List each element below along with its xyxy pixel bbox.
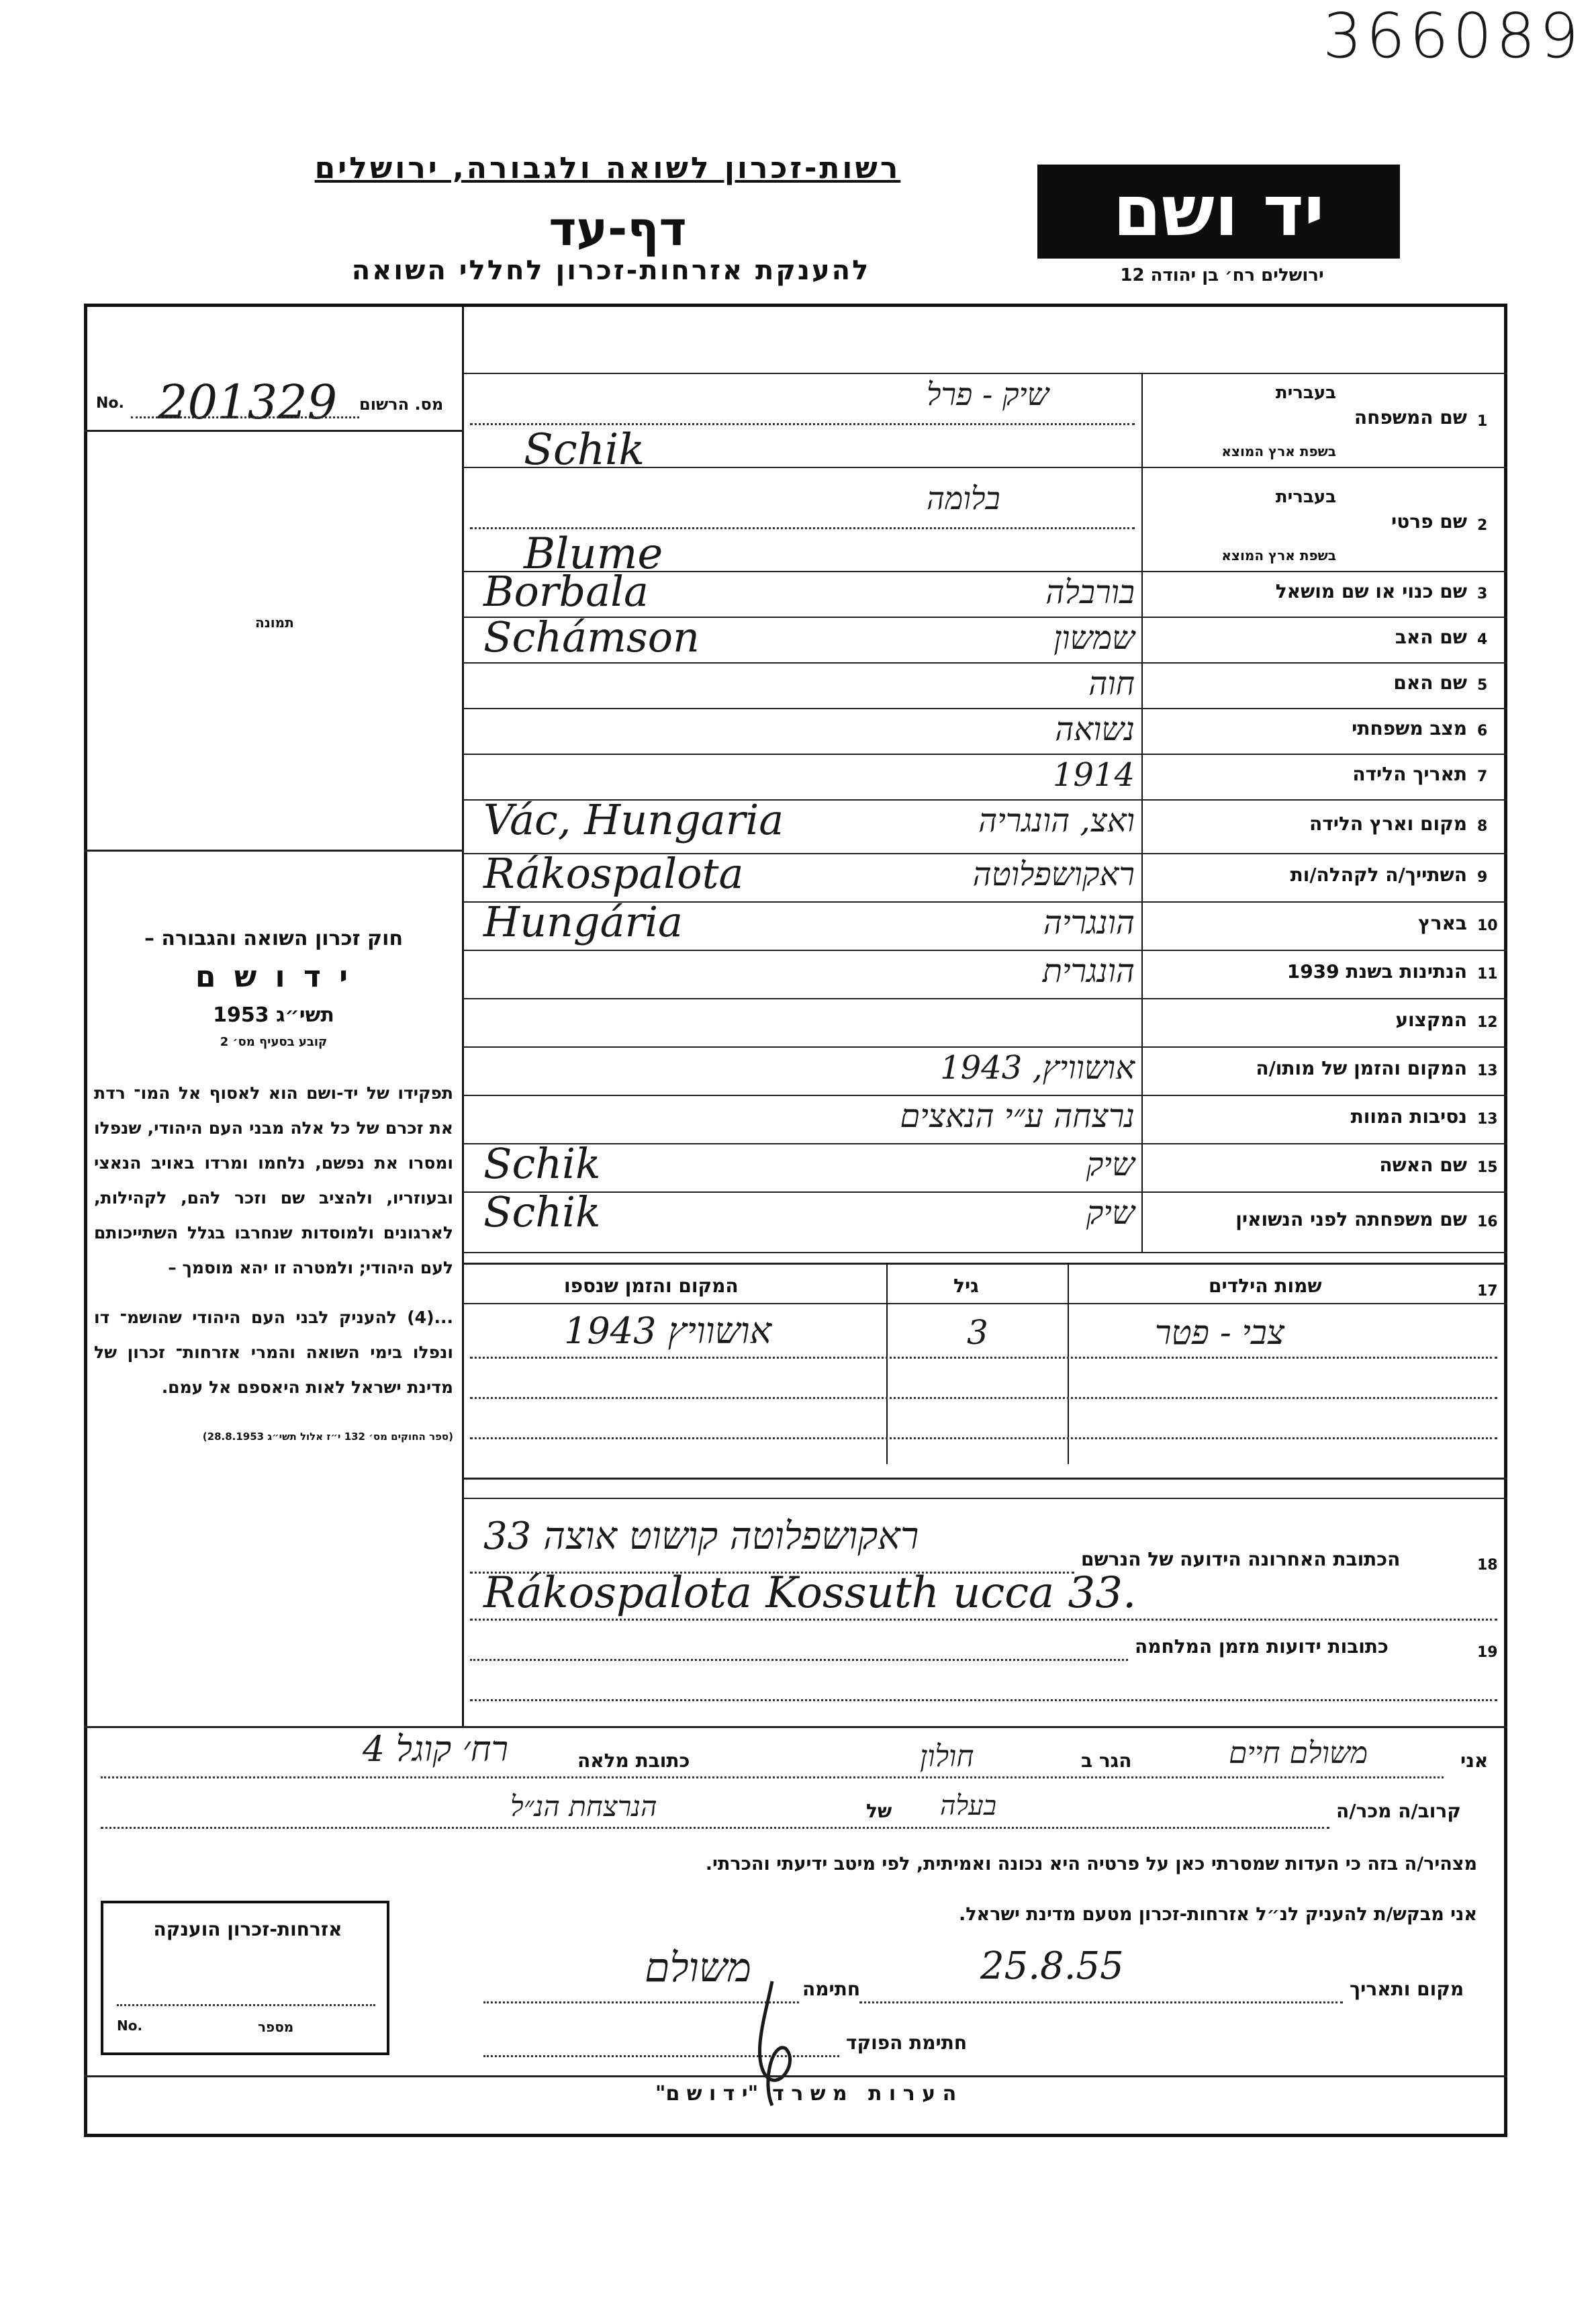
field-value-hebrew: שיק (1086, 1146, 1135, 1183)
children-header-top (463, 1263, 1507, 1265)
wartime-line-1 (470, 1659, 1128, 1661)
of-value: הנרצחת הנ״ל (510, 1790, 657, 1823)
field-value-hebrew: שמשון (1053, 619, 1135, 657)
wartime-line-2 (470, 1699, 1497, 1701)
children-col-divider-2 (1068, 1263, 1069, 1464)
field-value-hebrew: הונגריה (1043, 904, 1135, 942)
left-column-divider (462, 304, 464, 1727)
field-row-line (463, 1095, 1507, 1096)
photo-top-line (84, 430, 463, 432)
field-value-latin: Rákospalota (483, 849, 744, 898)
field-number: 6 (1477, 723, 1488, 739)
field-label: המקצוע (1395, 1009, 1467, 1031)
children-col-names: שמות הילדים (1209, 1275, 1322, 1297)
field-sub-origin: בשפת ארץ המוצא (1221, 443, 1336, 459)
field-number: 12 (1477, 1014, 1498, 1031)
field-value-latin: Borbala (483, 567, 649, 616)
field-value-hebrew: נרצחה ע״י הנאצים (900, 1097, 1135, 1135)
field-row-line (463, 754, 1507, 755)
child-name: צבי - פטר (1155, 1313, 1285, 1352)
field-value-hebrew: נשואה (1055, 711, 1135, 748)
registration-box (91, 376, 460, 430)
field-value-hebrew: שיק - פרל (927, 376, 1049, 412)
field-row-line (463, 1046, 1507, 1048)
children-col-place: המקום והזמן שנספו (564, 1275, 739, 1297)
field-value-latin: Blume (524, 529, 663, 579)
field-row-line (463, 662, 1507, 664)
officer-signature-label: חתימת הפוקד (846, 2032, 968, 2054)
field-row-line (463, 708, 1507, 709)
law-citation: (ספר החוקים מס׳ 132 י״ז אלול תשי״ג 28.8.1953) (202, 1431, 453, 1443)
field-number: 2 (1477, 517, 1488, 534)
field-row-line (463, 1143, 1507, 1144)
children-bottom (463, 1478, 1507, 1480)
field-value-hebrew: אושוויץ, 1943 (940, 1049, 1135, 1087)
registration-line (131, 416, 359, 418)
field-sub-hebrew: בעברית (1275, 487, 1336, 507)
label-column-divider (1141, 373, 1143, 1253)
declarant-line-2 (101, 1827, 1329, 1829)
relative-value: בעלה (940, 1791, 997, 1821)
logo-address: ירושלים רח׳ בן יהודה 12 (1120, 265, 1324, 285)
address-hebrew: ראקושפלוטה קושוט אוצה 33 (483, 1515, 919, 1558)
declarant-signature: משולם (645, 1944, 751, 1991)
declarant-resides-label: הגר ב (1081, 1750, 1132, 1772)
institution-name: רשות-זכרון לשואה ולגבורה, ירושלים (314, 151, 901, 185)
field-label: שם האב (1395, 626, 1467, 648)
date-line (859, 2001, 1343, 2003)
citizenship-no-label: No. (117, 2018, 143, 2034)
field-label: הנתינות בשנת 1939 (1286, 960, 1467, 983)
children-header-bottom (463, 1303, 1507, 1304)
logo-text: יד ושם (1113, 170, 1325, 252)
field-value-latin: Schik (483, 1139, 601, 1188)
law-text-2: ...(4) להעניק לבני העם היהודי שהושמ־ דו ונפלו בימי השואה והמרי אזרחות־ זכרון של מדינת ישראל לאות היאספם אל עמם. (94, 1308, 453, 1397)
field-label: שם האשה (1379, 1154, 1467, 1176)
law-text-1: תפקידו של יד-ושם הוא לאסוף אל המו־ רדת את זכרם של כל אלה מבני העם היהודי, שנפלו ומסרו את נפשם, נלחמו ומרדו באויב הנאצי ובעוזריו, ולהציב שם וזכר להם, לקהילות, לארגונים ולמוסדות שנחרבו בגלל השתייכותם לעם היהודי; ולמטרה זו יהא מוסמך – (94, 1083, 453, 1277)
declarant-name: משולם חיים (1229, 1736, 1368, 1770)
field-number: 4 (1477, 631, 1488, 648)
field-number: 13 (1477, 1063, 1498, 1079)
declarant-line-1 (101, 1776, 1444, 1778)
field-number: 9 (1477, 869, 1488, 886)
declarant-address: רח׳ קוגל 4 (363, 1729, 509, 1770)
footer-notes: ה ע ר ו ת מ ש ר ד "י ד ו ש ם" (655, 2082, 957, 2106)
field-number: 5 (1477, 677, 1488, 694)
field-value-hebrew: בלומה (927, 480, 1000, 516)
citizenship-number-label: מספר (258, 2019, 294, 2035)
law-clause-note: קובע בסעיף מס׳ 2 (220, 1035, 328, 1049)
child-age: 3 (967, 1313, 988, 1352)
children-row-line (470, 1437, 1497, 1439)
field-number: 7 (1477, 768, 1488, 785)
of-label: של (866, 1800, 892, 1822)
field-number: 3 (1477, 586, 1488, 602)
field-label: השתייך/ה לקהלה/ות (1290, 864, 1467, 886)
declaration-statement: מצהיר/ה בזה כי העדות שמסרתי כאן על פרטיה היא נכונה ואמיתית, לפי מיטב ידיעתי והכרתי. (705, 1854, 1477, 1874)
field-label: מקום וארץ הלידה (1309, 813, 1467, 835)
children-row-line (470, 1397, 1497, 1399)
relative-label: קרוב/ה מכר/ה (1336, 1800, 1461, 1822)
children-number: 17 (1477, 1283, 1498, 1300)
address-latin: Rákospalota Kossuth ucca 33. (483, 1568, 1137, 1618)
field-value-latin: Vác, Hungaria (483, 795, 784, 844)
children-row-line (470, 1357, 1497, 1359)
declarant-address-label: כתובת מלאה (577, 1750, 690, 1772)
field-number: 13 (1477, 1111, 1498, 1128)
field-value-hebrew: הונגרית (1042, 952, 1135, 990)
field-value-latin: Schámson (483, 613, 700, 662)
field-value-hebrew: 1914 (1052, 756, 1135, 794)
field-row-line (463, 950, 1507, 951)
field-label: תאריך הלידה (1352, 763, 1467, 785)
photo-label: תמונה (255, 615, 294, 631)
field-sub-origin: בשפת ארץ המוצא (1221, 547, 1336, 563)
children-col-age: גיל (953, 1275, 979, 1297)
field-label: המקום והזמן של מותו/ה (1256, 1057, 1467, 1079)
law-title: חוק זכרון השואה והגבורה – (144, 927, 404, 950)
form-subtitle: להענקת אזרחות-זכרון לחללי השואה (351, 255, 871, 286)
field-value-hebrew: חוה (1088, 665, 1135, 703)
registration-label: מס. הרשום (359, 395, 444, 414)
declarant-ani: אני (1460, 1750, 1489, 1772)
field-label: שם משפחתה לפני הנשואין (1235, 1208, 1467, 1230)
field-number: 11 (1477, 966, 1498, 983)
signature-label: חתימה (802, 1978, 861, 2000)
declaration-top-line (84, 1726, 1507, 1728)
field-value-hebrew: בורבלה (1045, 574, 1135, 611)
wartime-address-label: כתובות ידועות מזמן המלחמה (1135, 1635, 1389, 1658)
law-year: תשי״ג 1953 (213, 1003, 334, 1027)
citizenship-title: אזרחות-זכרון הוענקה (153, 1918, 342, 1940)
field-number: 8 (1477, 818, 1488, 835)
wartime-address-number: 19 (1477, 1644, 1498, 1661)
form-title: דף-עד (549, 201, 687, 257)
address-top-line (463, 1498, 1507, 1499)
field-value-hebrew: שיק (1086, 1194, 1135, 1232)
declaration-date: 25.8.55 (980, 1944, 1124, 1988)
field-number: 16 (1477, 1214, 1498, 1230)
field-number: 1 (1477, 413, 1488, 430)
photo-bottom-line (84, 850, 463, 852)
field-value-latin: Schik (483, 1187, 601, 1236)
field-row-line (463, 1252, 1507, 1253)
field-row-line (463, 1191, 1507, 1193)
field-label: בארץ (1418, 912, 1467, 934)
registration-no-label: No. (96, 395, 124, 412)
field-sub-hebrew: בעברית (1275, 383, 1336, 403)
field-number: 15 (1477, 1159, 1498, 1176)
yad-vashem-logo (1037, 165, 1400, 259)
field-row-line (463, 998, 1507, 999)
children-col-divider-1 (886, 1263, 888, 1464)
address-line-2 (470, 1619, 1497, 1621)
declarant-city: חולון (920, 1739, 974, 1774)
field-label: שם האם (1393, 672, 1467, 694)
field-label: שם המשפחה (1354, 406, 1467, 428)
field-value-hebrew: ראקושפלוטה (972, 856, 1135, 893)
address-number: 18 (1477, 1557, 1498, 1574)
field-label: שם כנוי או שם מושאל (1275, 580, 1467, 602)
field-label: שם פרטי (1391, 510, 1467, 533)
top-band-line (463, 373, 1507, 374)
field-value-hebrew: ואצ, הונגריה (978, 802, 1135, 840)
citizenship-line (117, 2004, 375, 2006)
place-date-label: מקום ותאריך (1350, 1978, 1464, 2000)
field-label: מצב משפחתי (1352, 717, 1467, 739)
child-place: אושוויץ 1943 (564, 1310, 771, 1352)
archive-number: 366089 (1323, 0, 1583, 72)
registration-number: 201329 (158, 375, 338, 430)
address-label: הכתובת האחרונה הידועה של הנרשם (1081, 1548, 1401, 1570)
declaration-request: אני מבקש/ת להעניק לנ״ל אזרחות-זכרון מטעם מדינת ישראל. (958, 1904, 1477, 1925)
law-name: י ד ו ש ם (195, 960, 353, 994)
field-value-latin: Schik (524, 425, 645, 475)
citizenship-box (101, 1901, 389, 2055)
field-value-latin: Hungária (483, 897, 684, 946)
law-block (94, 927, 453, 1443)
field-number: 10 (1477, 917, 1498, 934)
footer-top-line (84, 2075, 1507, 2077)
field-label: נסיבות המוות (1350, 1105, 1467, 1128)
